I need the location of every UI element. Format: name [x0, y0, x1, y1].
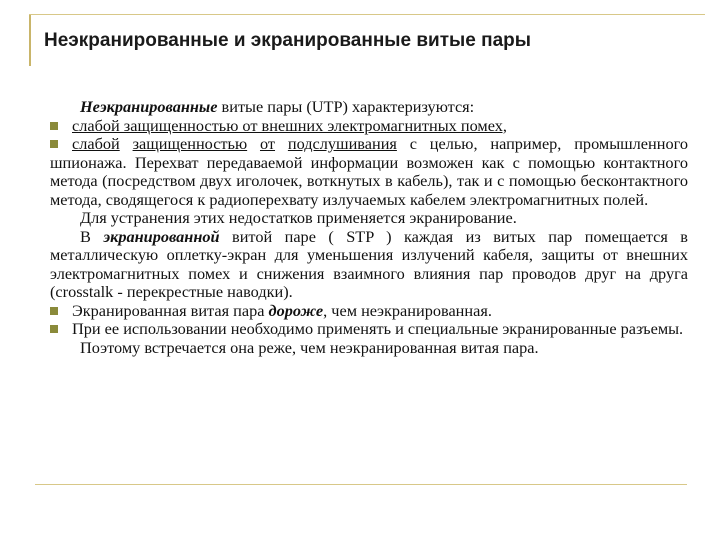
underlined-word: от [259, 134, 276, 153]
slide-body [50, 98, 688, 357]
square-bullet-icon [50, 325, 58, 333]
paragraph-stp [50, 228, 688, 302]
list-item [50, 302, 688, 321]
bottom-divider [35, 484, 687, 485]
paragraph-conclusion: Поэтому встречается она реже, чем неэкранированная витая пара. [80, 337, 539, 357]
space [247, 134, 260, 153]
emphasis-more-expensive: дороже [268, 300, 324, 320]
underlined-word: слабой [72, 134, 120, 153]
paragraph-text: витой паре ( STP ) каждая из витых пар помещается в металлическую оплетку-экран для уменьшения излучений кабеля, защиты от внешних электромагнитных помех и снижения взаимного влияния пар проводов друг на друга (crosstalk - перекрестные наводки). [50, 226, 688, 301]
frame-top-line [29, 14, 705, 15]
list-item [50, 320, 688, 339]
space [120, 134, 133, 153]
space [275, 134, 288, 153]
paragraph-text: витые пары (UTP) характеризуются: [217, 97, 475, 116]
bullet-text: слабой защищенностью от внешних электромагнитных помех, [72, 115, 507, 135]
page-title: Неэкранированные и экранированные витые пары [44, 30, 531, 51]
square-bullet-icon [50, 307, 58, 315]
paragraph-shielding: Для устранения этих недостатков применяется экранирование. [80, 208, 517, 227]
underlined-word: защищенностью [132, 134, 248, 153]
emphasis-unshielded: Неэкранированные [80, 97, 218, 116]
underlined-word: подслушивания [287, 134, 397, 153]
list-item [50, 135, 688, 209]
bullet-text: Экранированная витая пара [72, 300, 269, 320]
emphasis-shielded: экранированной [103, 226, 220, 246]
bullet-text: При ее использовании необходимо применять и специальные экранированные разъемы. [72, 319, 684, 338]
square-bullet-icon [50, 140, 58, 148]
square-bullet-icon [50, 122, 58, 130]
paragraph-text: В [80, 226, 104, 246]
bullet-text: с целью, например, промышленного шпионажа. Перехват передаваемой информации возможен как с помощью контактного метода (посредством двух иголочек, воткнутых в кабель), так и с помощью бесконтактного метода, сводящегося к радиоперехвату излучаемых кабелем электромагнитных полей. [50, 134, 689, 209]
list-item [50, 117, 688, 136]
bullet-text: , чем неэкранированная. [323, 300, 492, 320]
paragraph-utp-intro [50, 98, 688, 117]
frame-vertical-line [29, 14, 31, 66]
